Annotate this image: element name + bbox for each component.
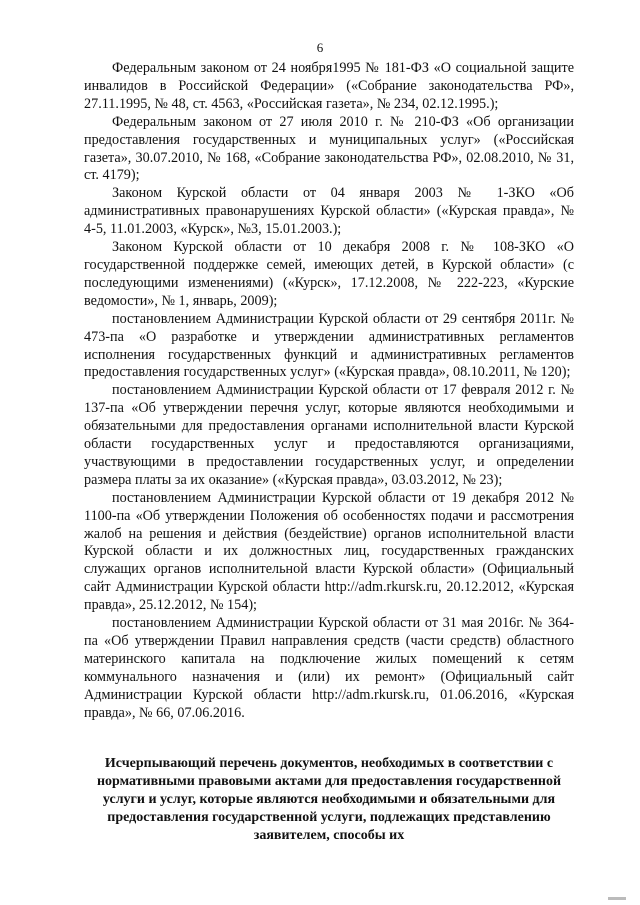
paragraph-kursk-law-1-zko: Законом Курской области от 04 января 2003 № 1-ЗКО «Об административных правонарушениях Курской области» («Курская правда», № 4-5, 11.01.2003, «Курск», №3, 15.01.2003.);: [84, 185, 574, 238]
page-number: 6: [316, 40, 324, 55]
paragraph-resolution-1100: постановлением Администрации Курской области от 19 декабря 2012 № 1100-па «Об утверждении Положения об особенностях подачи и рассмотрения жалоб на решения и действия (бездействие) органов исполнительной власти Курской области и их должностных лиц, государственных гражданских служащих органов исполнительной власти Курской области» (Официальный сайт Администрации Курской области http://adm.rkursk.ru, 20.12.2012, «Курская правда», 25.12.2012, № 154);: [84, 489, 574, 614]
paragraph-kursk-law-108-zko: Законом Курской области от 10 декабря 2008 г. № 108-ЗКО «О государственной поддержке семей, имеющих детей, в Курской области» (с последующими изменениями) («Курск», 17.12.2008, № 222-223, «Курские ведомости», № 1, январь, 2009);: [84, 239, 574, 309]
scan-artifact: [608, 897, 626, 900]
paragraph-resolution-137: постановлением Администрации Курской области от 17 февраля 2012 г. № 137-па «Об утверждении перечня услуг, которые являются необходимыми и обязательными для предоставления органами исполнительной власти Курской области государственных услуг и предоставляются организациями, участвующими в предоставлении государственных услуг, и определении размера платы за их оказание» («Курская правда», 03.03.2012, № 23);: [84, 382, 574, 488]
paragraph-federal-law-210: Федеральным законом от 27 июля 2010 г. № 210-ФЗ «Об организации предоставления государственных и муниципальных услуг» («Российская газета», 30.07.2010, № 168, «Собрание законодательства РФ», 02.08.2010, № 31, ст. 4179);: [84, 113, 574, 184]
paragraph-federal-law-181: Федеральным законом от 24 ноября1995 № 181-ФЗ «О социальной защите инвалидов в Российской Федерации» («Собрание законодательства РФ», 27.11.1995, № 48, ст. 4563, «Российская газета», № 234, 02.12.1995.);: [84, 60, 574, 112]
section-heading: Исчерпывающий перечень документов, необходимых в соответствии с нормативными правовыми актами для предоставления государственной услуги и услуг, которые являются необходимыми и обязательными для предоставления государственной услуги, подлежащих представлению заявителем, способы их: [96, 756, 562, 843]
paragraph-resolution-473: постановлением Администрации Курской области от 29 сентября 2011г. № 473-па «О разработке и утверждении административных регламентов исполнения государственных функций и административных регламентов предоставления государственных услуг» («Курская правда», 08.10.2011, № 120);: [84, 310, 574, 381]
paragraph-resolution-364: постановлением Администрации Курской области от 31 мая 2016г. № 364-па «Об утверждении Правил направления средств (части средств) областного материнского капитала на подключение жилых помещений к сетям коммунального назначения и (или) их ремонт» (Официальный сайт Администрации Курской области http://adm.rkursk.ru, 01.06.2016, «Курская правда», № 66, 07.06.2016.: [84, 615, 574, 721]
legal-acts-list: [84, 60, 574, 723]
